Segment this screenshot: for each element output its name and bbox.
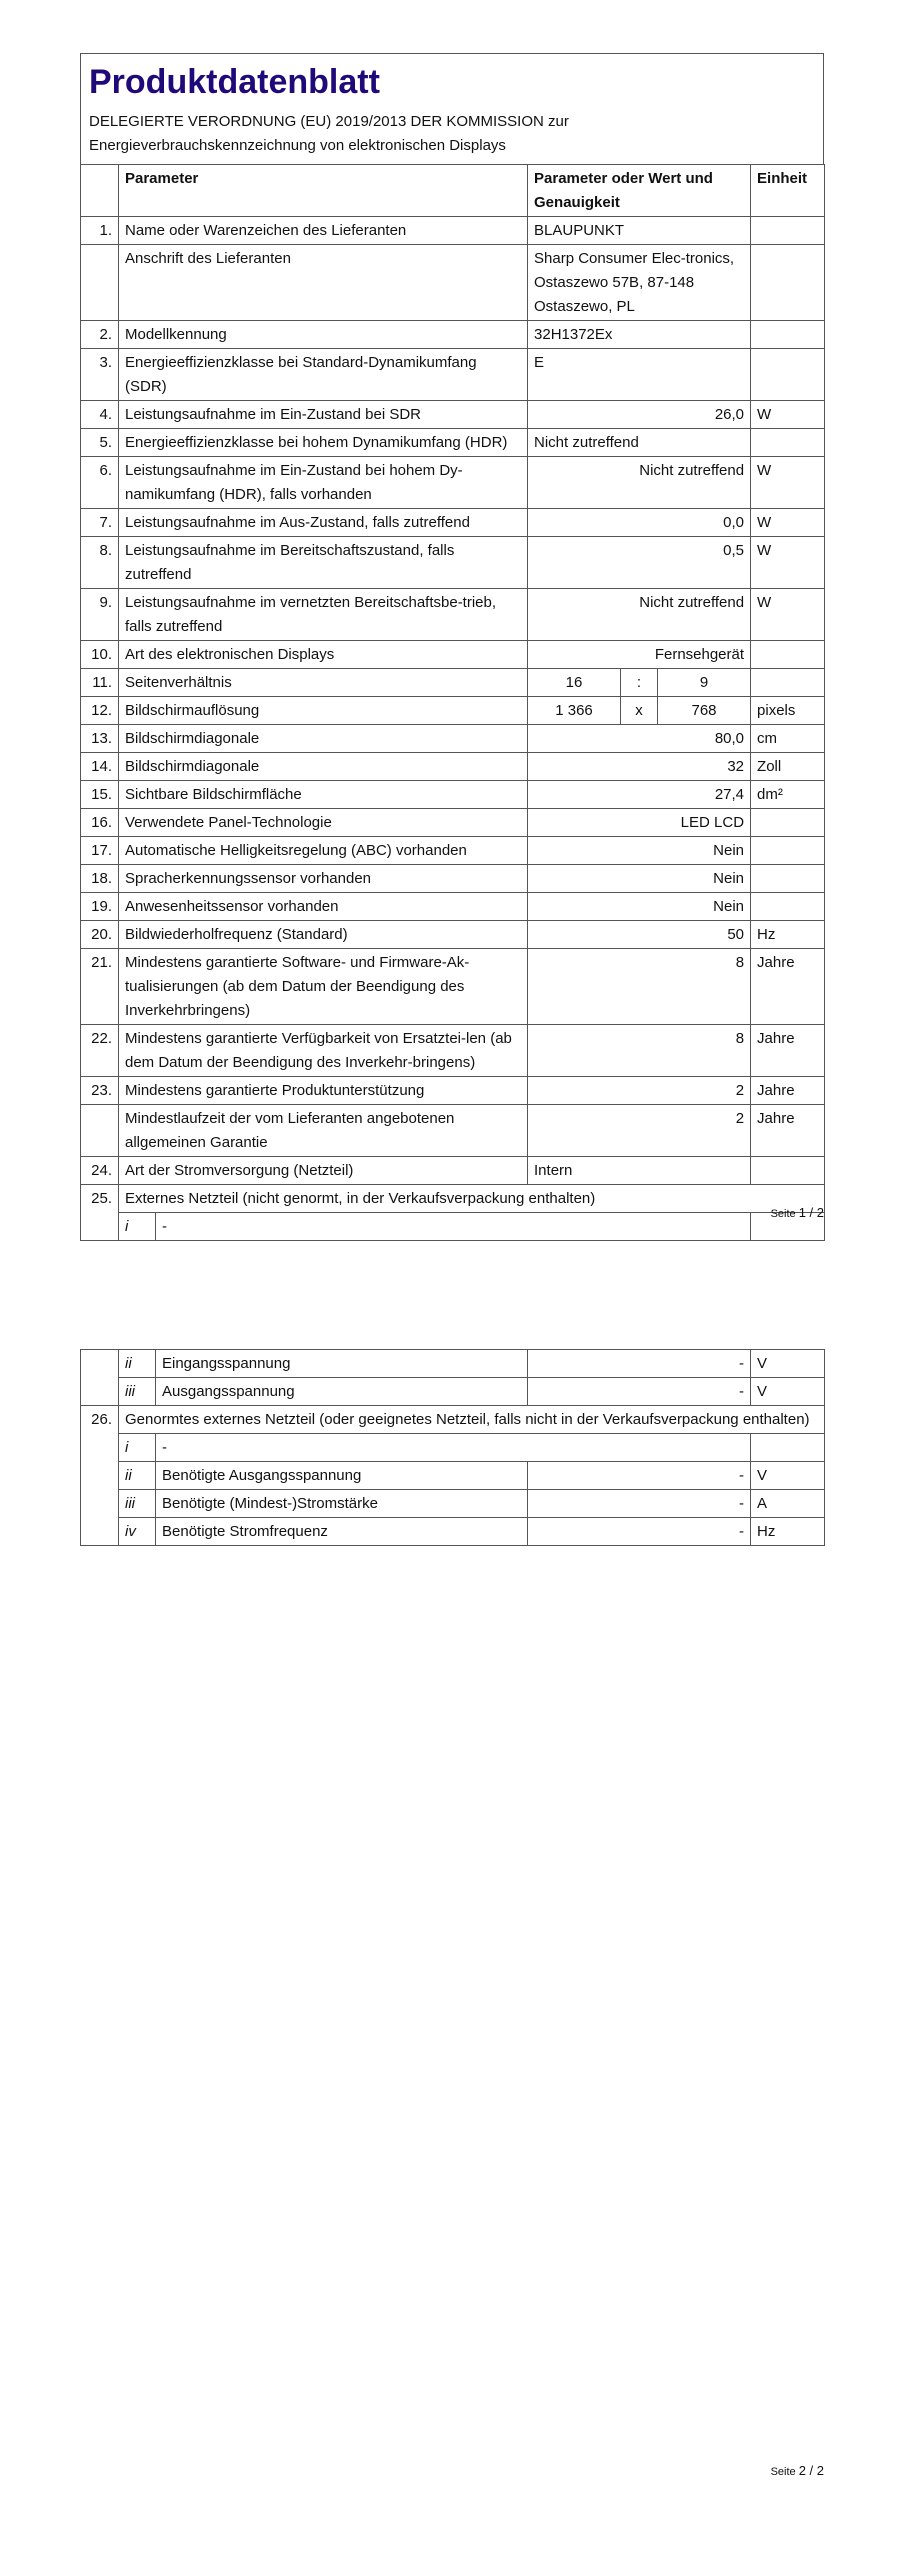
page-count: 2 / 2 [798,2463,824,2478]
row-number: 14. [81,753,119,781]
row-parameter: Automatische Helligkeitsregelung (ABC) vorhanden [119,837,528,865]
row-number: 20. [81,921,119,949]
row-parameter: Seitenverhältnis [119,669,528,697]
row-unit [751,669,825,697]
row-parameter: Anwesenheitssensor vorhanden [119,893,528,921]
row-value: 32 [528,753,751,781]
row-unit [751,865,825,893]
row-parameter: Bildschirmdiagonale [119,753,528,781]
subrow-parameter: Ausgangsspannung [156,1378,528,1406]
subrow-parameter: Eingangsspannung [156,1350,528,1378]
row-value: 80,0 [528,725,751,753]
row-parameter: Leistungsaufnahme im vernetzten Bereitschaftsbe-trieb, falls zutreffend [119,589,528,641]
row-section-title: Genormtes externes Netzteil (oder geeignetes Netzteil, falls nicht in der Verkaufsverpackung enthalten) [119,1406,825,1434]
row-number: 13. [81,725,119,753]
row-number: 18. [81,865,119,893]
subrow-parameter: Benötigte (Mindest-)Stromstärke [156,1490,528,1518]
subrow-unit: Hz [751,1518,825,1546]
subrow-unit: A [751,1490,825,1518]
row-value: LED LCD [528,809,751,837]
row-unit: W [751,457,825,509]
table-subrow [81,1350,825,1378]
row-unit: W [751,509,825,537]
row-unit: Hz [751,921,825,949]
row-unit: Jahre [751,949,825,1025]
row-number: 6. [81,457,119,509]
row-value: E [528,349,751,401]
table-row [81,669,825,697]
row-number: 4. [81,401,119,429]
row-parameter: Mindestens garantierte Software- und Firmware-Ak-tualisierungen (ab dem Datum der Beendigung des Inverkehrbringens) [119,949,528,1025]
row-value-a: 16 [528,669,621,697]
subrow-index: iii [119,1490,156,1518]
row-unit [751,349,825,401]
table-row [81,509,825,537]
table-subrow [81,1462,825,1490]
row-number: 8. [81,537,119,589]
row-number: 22. [81,1025,119,1077]
row-value: BLAUPUNKT [528,217,751,245]
row-parameter: Spracherkennungssensor vorhanden [119,865,528,893]
row-number: 3. [81,349,119,401]
row-unit [751,809,825,837]
table-row [81,641,825,669]
row-parameter: Leistungsaufnahme im Ein-Zustand bei hohem Dy-namikumfang (HDR), falls vorhanden [119,457,528,509]
row-unit: W [751,589,825,641]
row-value: Nein [528,837,751,865]
row-parameter: Leistungsaufnahme im Bereitschaftszustand, falls zutreffend [119,537,528,589]
row-number: 7. [81,509,119,537]
row-value: 0,0 [528,509,751,537]
table-row [81,245,825,321]
row-value: 26,0 [528,401,751,429]
product-datasheet-table [80,164,825,1241]
row-value-separator: : [621,669,658,697]
row-value: 0,5 [528,537,751,589]
row-parameter: Mindestens garantierte Verfügbarkeit von Ersatztei-len (ab dem Datum der Beendigung des Inverkehr-bringens) [119,1025,528,1077]
table-row [81,321,825,349]
subrow-unit: V [751,1462,825,1490]
row-parameter: Modellkennung [119,321,528,349]
page-1 [80,53,824,1241]
row-parameter: Bildwiederholfrequenz (Standard) [119,921,528,949]
row-number: 5. [81,429,119,457]
subrow-parameter: Benötigte Ausgangsspannung [156,1462,528,1490]
table-row [81,949,825,1025]
row-number: 12. [81,697,119,725]
row-unit: W [751,537,825,589]
row-number: 21. [81,949,119,1025]
subrow-index: i [119,1213,156,1241]
page-label: Seite [770,2466,796,2478]
row-number: 23. [81,1077,119,1105]
header-num-cell [81,165,119,217]
table-subrow [81,1213,825,1241]
row-parameter: Sichtbare Bildschirmfläche [119,781,528,809]
row-unit: Jahre [751,1105,825,1157]
table-row [81,753,825,781]
row-unit [751,321,825,349]
page-2 [80,1349,824,1546]
table-subrow [81,1434,825,1462]
row-parameter: Bildschirmdiagonale [119,725,528,753]
table-row [81,1077,825,1105]
subrow-unit: V [751,1378,825,1406]
row-value-b: 9 [658,669,751,697]
row-parameter: Verwendete Panel-Technologie [119,809,528,837]
row-unit: Jahre [751,1025,825,1077]
subrow-unit: V [751,1350,825,1378]
row-number: 10. [81,641,119,669]
row-unit: cm [751,725,825,753]
row-number: 24. [81,1157,119,1185]
row-number [81,1105,119,1157]
subrow-parameter: Benötigte Stromfrequenz [156,1518,528,1546]
subrow-unit [751,1434,825,1462]
table-row [81,537,825,589]
row-unit [751,1157,825,1185]
row-value: 2 [528,1105,751,1157]
row-unit: Zoll [751,753,825,781]
row-number: 2. [81,321,119,349]
row-parameter: Leistungsaufnahme im Ein-Zustand bei SDR [119,401,528,429]
row-number: 26. [81,1406,119,1546]
row-value: Intern [528,1157,751,1185]
subrow-value: - [528,1490,751,1518]
table-row [81,781,825,809]
row-unit [751,837,825,865]
header-parameter: Parameter [119,165,528,217]
row-parameter: Art der Stromversorgung (Netzteil) [119,1157,528,1185]
subrow-index: ii [119,1350,156,1378]
table-row-25 [81,1185,825,1213]
row-unit [751,217,825,245]
row-number: 25. [81,1185,119,1241]
row-value: Nicht zutreffend [528,457,751,509]
row-parameter: Art des elektronischen Displays [119,641,528,669]
table-row [81,589,825,641]
subrow-index: iii [119,1378,156,1406]
row-unit [751,245,825,321]
table-subrow [81,1378,825,1406]
subrow-index: ii [119,1462,156,1490]
row-value: 50 [528,921,751,949]
page-label: Seite [770,1208,796,1220]
row-number-continued [81,1350,119,1406]
row-value: Nicht zutreffend [528,589,751,641]
table-row [81,349,825,401]
subrow-value: - [528,1462,751,1490]
table-row [81,837,825,865]
subrow-value: - [528,1518,751,1546]
table-row [81,865,825,893]
table-row [81,921,825,949]
row-parameter: Leistungsaufnahme im Aus-Zustand, falls zutreffend [119,509,528,537]
subtitle-line-2: Energieverbrauchskennzeichnung von elektronischen Displays [89,137,506,154]
page-count: 1 / 2 [798,1205,824,1220]
row-value: 8 [528,949,751,1025]
table-row [81,1025,825,1077]
subrow-parameter: - [156,1434,751,1462]
row-unit: Jahre [751,1077,825,1105]
header-unit: Einheit [751,165,825,217]
row-parameter: Energieeffizienzklasse bei hohem Dynamikumfang (HDR) [119,429,528,457]
row-number: 16. [81,809,119,837]
row-parameter: Bildschirmauflösung [119,697,528,725]
row-value-separator: x [621,697,658,725]
table-row [81,217,825,245]
table-row-26 [81,1406,825,1434]
table-header-row [81,165,825,217]
page-number-1 [771,1205,824,1220]
subrow-index: i [119,1434,156,1462]
table-row [81,893,825,921]
row-unit: dm² [751,781,825,809]
page-number-2 [771,2463,824,2478]
row-unit [751,429,825,457]
row-unit: pixels [751,697,825,725]
table-row [81,429,825,457]
subrow-parameter: - [156,1213,751,1241]
row-value: Nein [528,865,751,893]
table-row [81,457,825,509]
subrow-value: - [528,1350,751,1378]
row-value: Nicht zutreffend [528,429,751,457]
row-number: 15. [81,781,119,809]
row-value: 8 [528,1025,751,1077]
table-subrow [81,1518,825,1546]
row-number: 19. [81,893,119,921]
row-parameter: Name oder Warenzeichen des Lieferanten [119,217,528,245]
row-parameter: Mindestlaufzeit der vom Lieferanten angebotenen allgemeinen Garantie [119,1105,528,1157]
table-row [81,1105,825,1157]
row-number: 9. [81,589,119,641]
subtitle-line-1: DELEGIERTE VERORDNUNG (EU) 2019/2013 DER KOMMISSION zur [89,113,569,130]
row-value: Fernsehgerät [528,641,751,669]
row-value: Nein [528,893,751,921]
table-row [81,1157,825,1185]
row-number: 1. [81,217,119,245]
row-number [81,245,119,321]
document-header [80,53,824,164]
row-unit [751,641,825,669]
row-section-title: Externes Netzteil (nicht genormt, in der Verkaufsverpackung enthalten) [119,1185,825,1213]
row-value: Sharp Consumer Elec-tronics, Ostaszewo 57B, 87-148 Ostaszewo, PL [528,245,751,321]
document-subtitle [89,110,815,158]
subrow-value: - [528,1378,751,1406]
row-value: 27,4 [528,781,751,809]
table-subrow [81,1490,825,1518]
row-parameter: Anschrift des Lieferanten [119,245,528,321]
product-datasheet-table-continued [80,1349,825,1546]
row-value: 32H1372Ex [528,321,751,349]
table-row [81,401,825,429]
row-parameter: Mindestens garantierte Produktunterstützung [119,1077,528,1105]
document-title: Produktdatenblatt [89,63,380,101]
table-row [81,697,825,725]
row-unit: W [751,401,825,429]
row-value-a: 1 366 [528,697,621,725]
table-row [81,809,825,837]
row-value-b: 768 [658,697,751,725]
subrow-index: iv [119,1518,156,1546]
row-number: 11. [81,669,119,697]
row-unit [751,893,825,921]
table-row [81,725,825,753]
header-value: Parameter oder Wert und Genauigkeit [528,165,751,217]
row-parameter: Energieeffizienzklasse bei Standard-Dynamikumfang (SDR) [119,349,528,401]
row-number: 17. [81,837,119,865]
row-value: 2 [528,1077,751,1105]
